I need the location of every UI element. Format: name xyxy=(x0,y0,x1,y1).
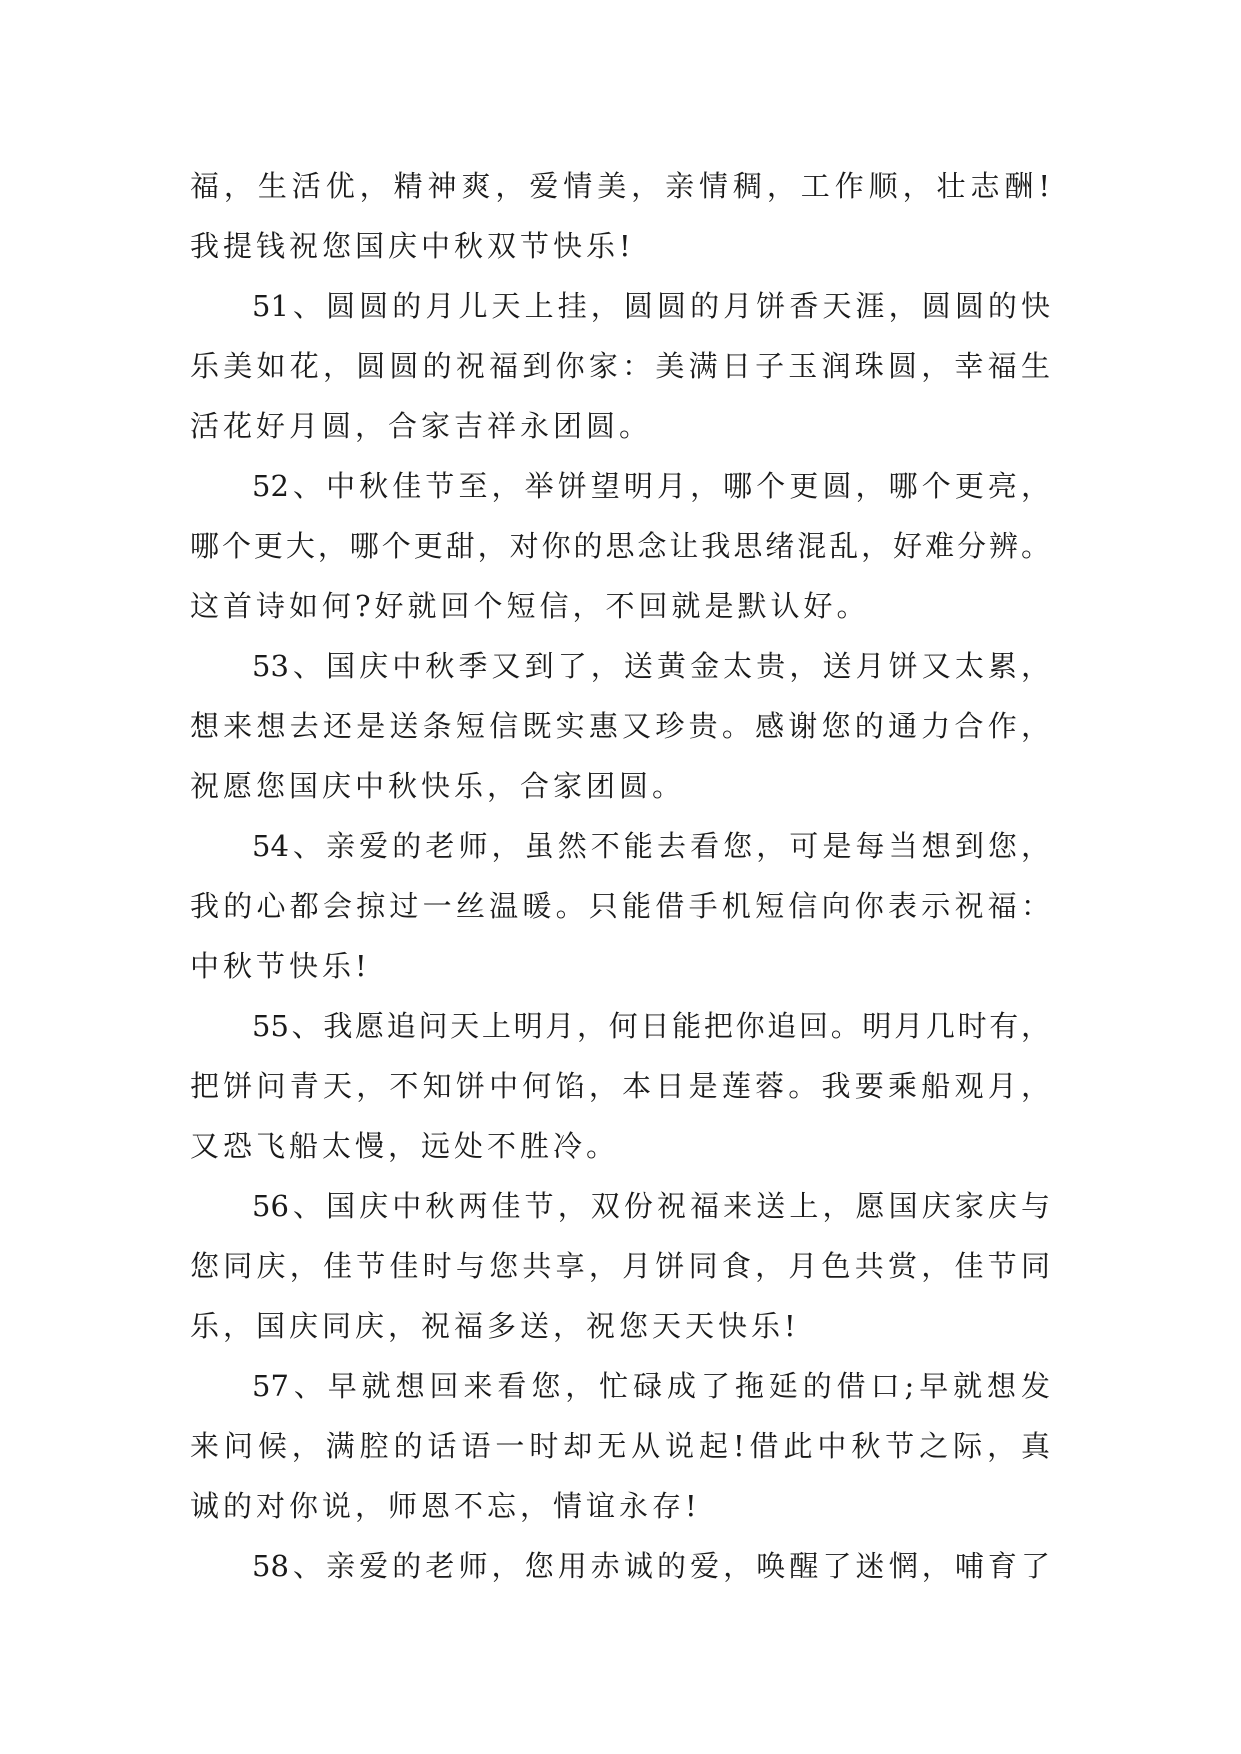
paragraph-52-start: 52、中秋佳节至，举饼望明月，哪个更圆，哪个更亮， xyxy=(252,469,1050,503)
paragraph-58-start: 58、亲爱的老师，您用赤诚的爱，唤醒了迷惘，哺育了 xyxy=(252,1549,1050,1583)
text-line: 福，生活优，精神爽，爱情美，亲情稠，工作顺，壮志酬! xyxy=(190,169,1050,203)
text-line: 又恐飞船太慢，远处不胜冷。 xyxy=(190,1129,620,1163)
text-line: 把饼问青天，不知饼中何馅，本日是莲蓉。我要乘船观月， xyxy=(190,1069,1050,1103)
text-line: 乐美如花，圆圆的祝福到你家：美满日子玉润珠圆，幸福生 xyxy=(190,349,1050,383)
text-line: 乐，国庆同庆，祝福多送，祝您天天快乐! xyxy=(190,1309,800,1343)
text-line: 我的心都会掠过一丝温暖。只能借手机短信向你表示祝福： xyxy=(190,889,1050,923)
text-line: 我提钱祝您国庆中秋双节快乐! xyxy=(190,229,635,263)
text-line: 这首诗如何?好就回个短信，不回就是默认好。 xyxy=(190,589,870,623)
text-line: 哪个更大，哪个更甜，对你的思念让我思绪混乱，好难分辨。 xyxy=(190,529,1050,563)
text-line: 您同庆，佳节佳时与您共享，月饼同食，月色共赏，佳节同 xyxy=(190,1249,1050,1283)
text-line: 想来想去还是送条短信既实惠又珍贵。感谢您的通力合作， xyxy=(190,709,1050,743)
paragraph-56-start: 56、国庆中秋两佳节，双份祝福来送上，愿国庆家庆与 xyxy=(252,1189,1050,1223)
paragraph-55-start: 55、我愿追问天上明月，何日能把你追回。明月几时有， xyxy=(252,1009,1050,1043)
text-line: 祝愿您国庆中秋快乐，合家团圆。 xyxy=(190,769,686,803)
text-line: 中秋节快乐! xyxy=(190,949,371,983)
paragraph-54-start: 54、亲爱的老师，虽然不能去看您，可是每当想到您， xyxy=(252,829,1050,863)
text-line: 活花好月圆，合家吉祥永团圆。 xyxy=(190,409,653,443)
text-line: 诚的对你说，师恩不忘，情谊永存! xyxy=(190,1489,701,1523)
paragraph-51-start: 51、圆圆的月儿天上挂，圆圆的月饼香天涯，圆圆的快 xyxy=(252,289,1050,323)
paragraph-57-start: 57、早就想回来看您，忙碌成了拖延的借口;早就想发 xyxy=(252,1369,1050,1403)
text-line: 来问候，满腔的话语一时却无从说起!借此中秋节之际，真 xyxy=(190,1429,1050,1463)
paragraph-53-start: 53、国庆中秋季又到了，送黄金太贵，送月饼又太累， xyxy=(252,649,1050,683)
